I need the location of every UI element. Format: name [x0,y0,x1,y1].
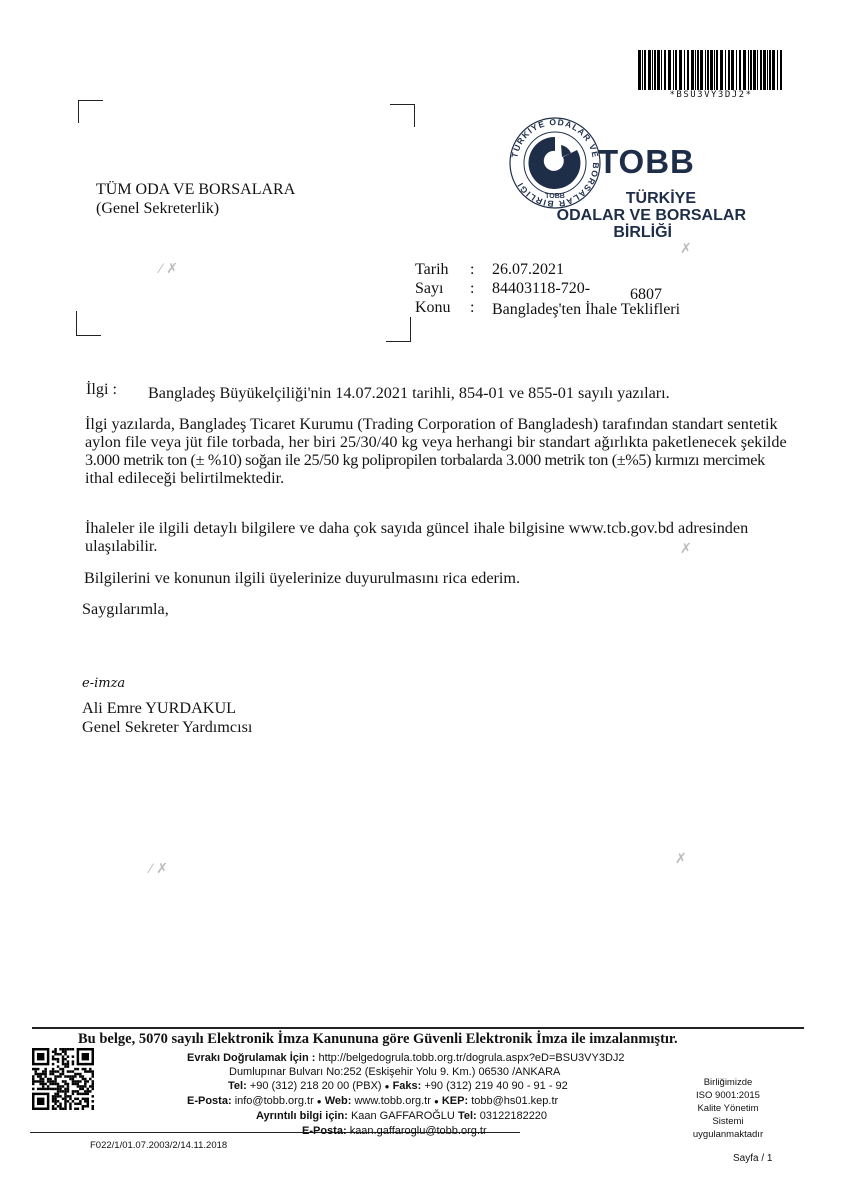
recipient-block [96,180,295,218]
iso-line-1: Birliğimizde [703,1077,753,1088]
subject-value: Bangladeş'ten İhale Teklifleri [492,301,681,318]
paragraph-1-line-2: aylon file veya jüt file torbada, her biri 25/30/40 kg veya herhangi bir standart ağırlıkta paketlenecek şekilde [85,433,787,451]
tel-value: +90 (312) 218 20 00 (PBX) [249,1080,382,1092]
contact-tel-label: Tel: [457,1110,477,1122]
closing: Saygılarımla, [82,600,169,618]
window-corner-tl [78,100,103,123]
paragraph-1-line-4: ithal edileceği belirtilmektedir. [85,469,285,487]
seal-ring-text: TÜRKİYE ODALAR VE BORSALAR BİRLİĞİ [509,116,602,210]
contact-label: Ayrıntılı bilgi için: [256,1110,348,1122]
number-label: Sayı [415,280,444,297]
barcode-text: *BSU3VY3DJ2* [669,90,753,100]
number-value: 84403118-720- [492,280,591,297]
verify-label: Evrakı Doğrulamak İçin : [187,1052,316,1064]
iso-line-3: Kalite Yönetim [697,1103,759,1114]
pencil-mark: ✗ [680,540,692,556]
contact-name: Kaan GAFFAROĞLU [350,1110,455,1122]
contact-email-label: E-Posta: [302,1125,347,1137]
paragraph-2-line-1: İhaleler ile ilgili detaylı bilgilere ve daha çok sayıda güncel ihale bilgisine www.tcb.gov.bd adresinden [85,519,749,537]
date-label: Tarih [415,261,449,278]
signer-title: Genel Sekreter Yardımcısı [82,718,253,736]
paragraph-1-line-3: 3.000 metrik ton (± %10) soğan ile 25/50 kg polipropilen torbalarda 3.000 metrik ton (±%5) kırmızı mercimek [85,451,765,469]
contact-email[interactable]: kaan.gaffaroglu@tobb.org.tr [349,1125,487,1137]
seal-inner-text: TOBB [545,193,565,200]
logo-line-1: TÜRKİYE [625,190,696,207]
barcode [636,50,786,90]
number-colon: : [470,280,475,297]
date-value: 26.07.2021 [492,261,564,278]
email-label: E-Posta: [187,1095,232,1107]
footer-phone-line [228,1080,568,1092]
paragraph-2-line-2: ulaşılabilir. [85,537,158,555]
tobb-seal-logo [507,115,603,211]
kep-label: KEP: [441,1095,469,1107]
paragraph-2 [85,519,805,555]
recipient-department: (Genel Sekreterlik) [96,200,220,217]
pencil-mark: ✗ [675,850,687,866]
contact-tel: 03122182220 [479,1110,548,1122]
tel-label: Tel: [228,1080,247,1092]
logo-line-3: BİRLİĞİ [613,224,672,241]
verify-line [187,1052,625,1064]
window-corner-tr [390,104,415,127]
iso-line-4: Sistemi [712,1116,744,1127]
signer-name: Ali Emre YURDAKUL [82,699,237,717]
iso-line-2: ISO 9001:2015 [696,1090,760,1101]
footer-legal-text: Bu belge, 5070 sayılı Elektronik İmza Kanununa göre Güvenli Elektronik İmza ile imzalanmıştır. [78,1031,678,1047]
ilgi-label: İlgi : [86,380,118,398]
recipient-name: TÜM ODA VE BORSALARA [96,181,296,198]
paragraph-3: Bilgilerini ve konunun ilgili üyelerinize duyurulmasını rica ederim. [84,569,521,587]
subject-colon: : [470,299,475,316]
email-value[interactable]: info@tobb.org.tr [234,1095,314,1107]
pencil-mark: ⁄ ✗ [160,260,178,276]
footer-address: Dumlupınar Bulvarı No:252 (Eskişehir Yolu 9. Km.) 06530 /ANKARA [229,1066,561,1078]
paragraph-1-line-1: İlgi yazılarda, Bangladeş Ticaret Kurumu (Trading Corporation of Bangladesh) tarafından standart sentetik [85,415,778,433]
ilgi-text: Bangladeş Büyükelçiliği'nin 14.07.2021 tarihli, 854-01 ve 855-01 sayılı yazıları. [148,384,670,402]
iso-notice [678,1076,778,1141]
footer-contact-email-line [302,1125,487,1137]
bullet: ● [433,1097,439,1106]
iso-line-5: uygulanmaktadır [692,1129,764,1140]
number-suffix: 6807 [630,286,662,303]
subject-label: Konu [415,299,451,316]
date-colon: : [470,261,475,278]
pencil-mark: ⁄ ✗ [150,860,168,876]
qr-code [32,1048,94,1110]
footer-detail-line [256,1110,547,1122]
page-number: Sayfa / 1 [733,1153,773,1164]
window-corner-br [386,317,411,342]
footer-contact-line [187,1095,558,1107]
logo-name: TOBB [598,143,695,180]
kep-value[interactable]: tobb@hs01.kep.tr [471,1095,559,1107]
pencil-mark: ✗ [680,240,692,256]
verify-url[interactable]: http://belgedogrula.tobb.org.tr/dogrula.aspx?eD=BSU3VY3DJ2 [318,1052,625,1064]
web-value[interactable]: www.tobb.org.tr [354,1095,431,1107]
logo-line-2: ODALAR VE BORSALAR [556,207,746,224]
window-corner-bl [76,311,101,336]
paragraph-1 [85,415,805,487]
fax-value: +90 (312) 219 40 90 - 91 - 92 [424,1080,568,1092]
bullet: ● [316,1097,322,1106]
fax-label: Faks: [392,1080,422,1092]
form-code: F022/1/01.07.2003/2/14.11.2018 [90,1140,228,1151]
web-label: Web: [324,1095,352,1107]
e-imza-mark: e-imza [82,676,126,691]
bullet: ● [384,1082,390,1091]
footer-top-rule [32,1027,804,1029]
